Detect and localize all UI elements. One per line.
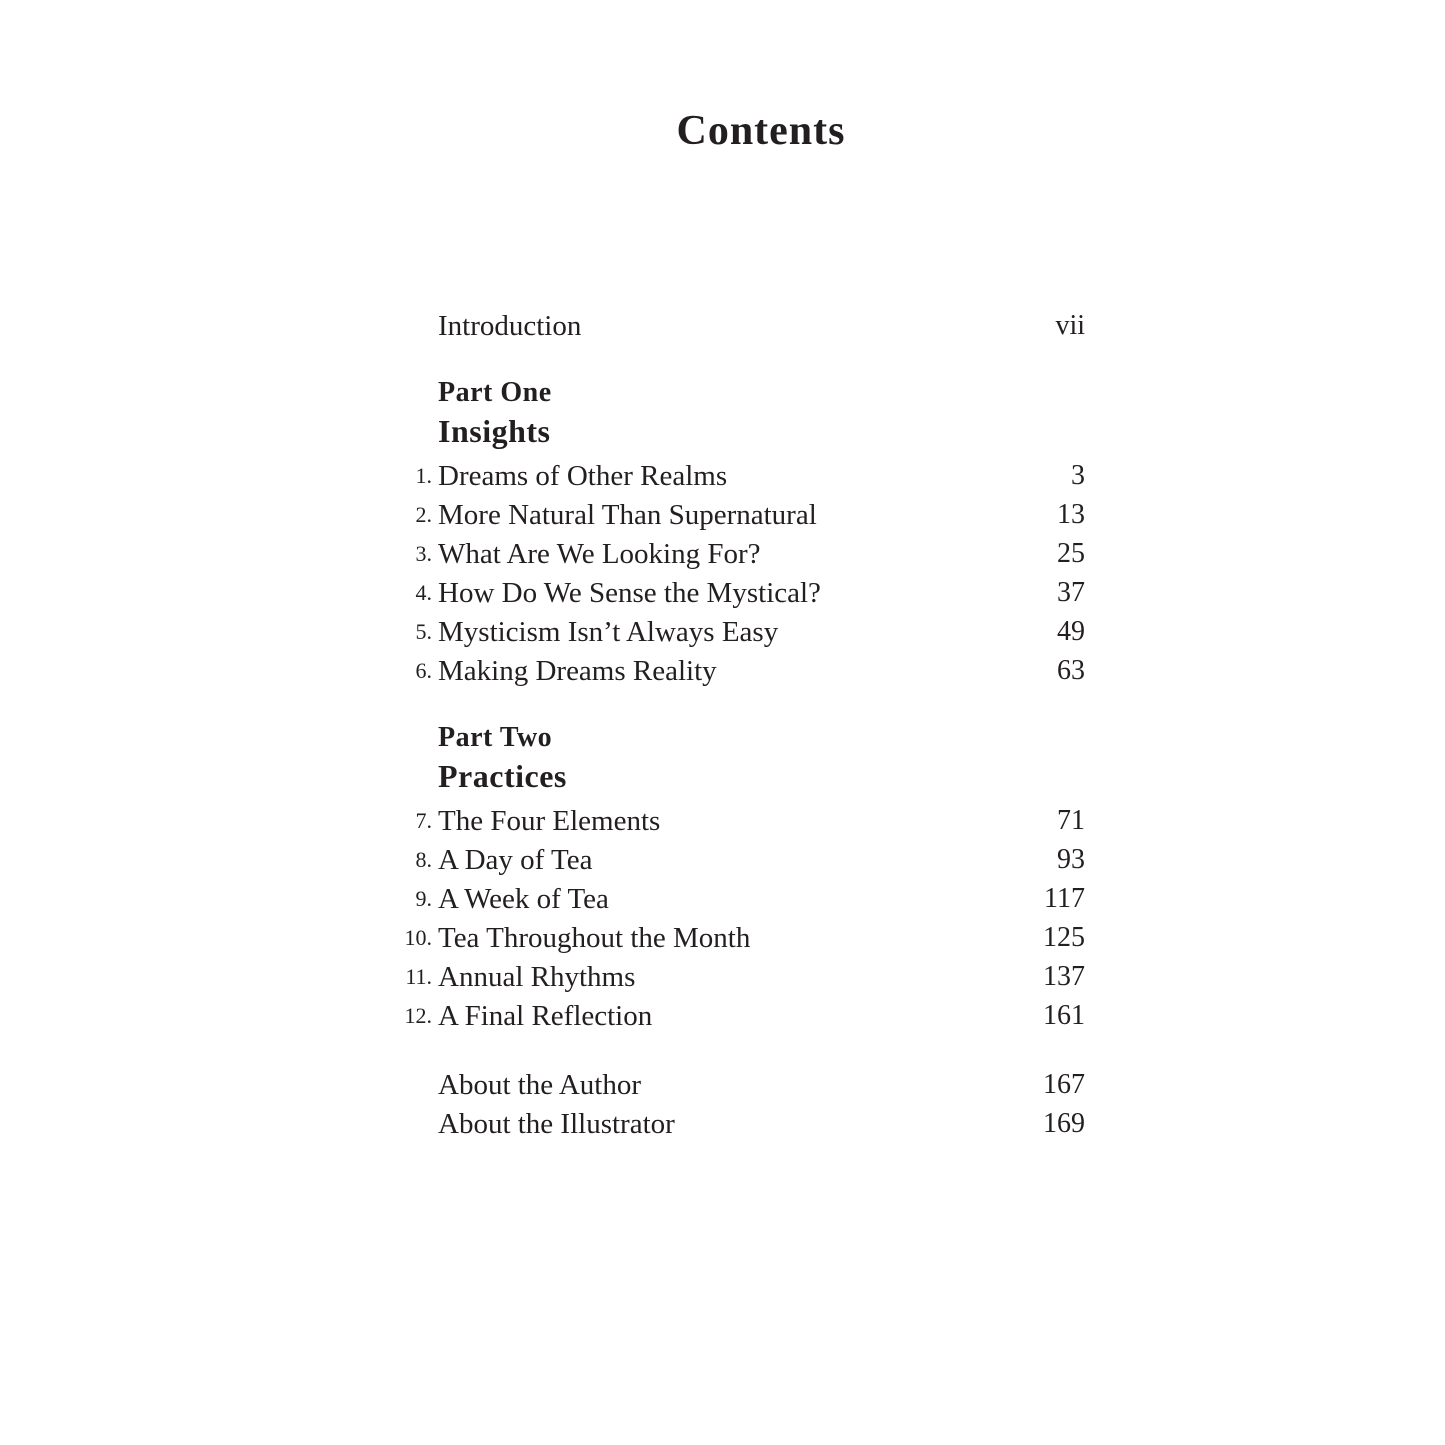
entry-page-number: 169 bbox=[1043, 1108, 1085, 1139]
chapter-title: A Final Reflection bbox=[438, 1000, 653, 1032]
chapter-title: What Are We Looking For? bbox=[438, 538, 761, 570]
entry-page-number: 161 bbox=[1043, 1000, 1085, 1031]
entry-page-number: 137 bbox=[1043, 961, 1085, 992]
chapter-title: More Natural Than Supernatural bbox=[438, 499, 817, 531]
chapter-number: 7. bbox=[415, 808, 432, 833]
chapter-title: Dreams of Other Realms bbox=[438, 460, 728, 492]
entry-page-number: 71 bbox=[1057, 805, 1085, 836]
chapter-title: Annual Rhythms bbox=[438, 961, 636, 993]
part-label: Part One bbox=[438, 377, 552, 408]
part-one-heading bbox=[0, 374, 1445, 412]
entry-title: About the Illustrator bbox=[438, 1108, 675, 1140]
entry-page-number: 25 bbox=[1057, 538, 1085, 569]
part-two-title bbox=[0, 757, 1445, 795]
part-title: Insights bbox=[438, 413, 551, 449]
toc-entry-chapter-9[interactable] bbox=[0, 880, 1445, 918]
toc-entry-chapter-3[interactable] bbox=[0, 535, 1445, 573]
chapter-number: 4. bbox=[415, 580, 432, 605]
chapter-title: How Do We Sense the Mystical? bbox=[438, 577, 821, 609]
entry-page-number: 167 bbox=[1043, 1069, 1085, 1100]
entry-page-number: 13 bbox=[1057, 499, 1085, 530]
part-one-title bbox=[0, 412, 1445, 450]
chapter-number: 5. bbox=[415, 619, 432, 644]
chapter-number: 2. bbox=[415, 502, 432, 527]
entry-page-number: 125 bbox=[1043, 922, 1085, 953]
chapter-title: The Four Elements bbox=[438, 805, 661, 837]
toc-entry-about-author[interactable] bbox=[0, 1066, 1445, 1104]
chapter-number: 8. bbox=[415, 847, 432, 872]
chapter-number: 6. bbox=[415, 658, 432, 683]
entry-title: About the Author bbox=[438, 1069, 641, 1101]
chapter-number: 11. bbox=[405, 964, 432, 989]
toc-entry-chapter-6[interactable] bbox=[0, 652, 1445, 690]
entry-page-number: 37 bbox=[1057, 577, 1085, 608]
entry-title: Introduction bbox=[438, 310, 582, 342]
toc-entry-chapter-1[interactable] bbox=[0, 457, 1445, 495]
toc-entry-chapter-12[interactable] bbox=[0, 997, 1445, 1035]
entry-page-number: vii bbox=[1055, 310, 1085, 341]
toc-entry-chapter-11[interactable] bbox=[0, 958, 1445, 996]
toc-entry-chapter-7[interactable] bbox=[0, 802, 1445, 840]
toc-entry-about-illustrator[interactable] bbox=[0, 1105, 1445, 1143]
chapter-title: Mysticism Isn’t Always Easy bbox=[438, 616, 779, 648]
chapter-title: Tea Throughout the Month bbox=[438, 922, 751, 954]
entry-page-number: 117 bbox=[1044, 883, 1085, 914]
entry-page-number: 49 bbox=[1057, 616, 1085, 647]
chapter-title: A Week of Tea bbox=[438, 883, 609, 915]
entry-page-number: 63 bbox=[1057, 655, 1085, 686]
toc-entry-chapter-2[interactable] bbox=[0, 496, 1445, 534]
chapter-number: 1. bbox=[415, 463, 432, 488]
toc-entry-chapter-8[interactable] bbox=[0, 841, 1445, 879]
chapter-number: 12. bbox=[404, 1003, 432, 1028]
chapter-title: A Day of Tea bbox=[438, 844, 593, 876]
part-two-heading bbox=[0, 719, 1445, 757]
chapter-number: 3. bbox=[415, 541, 432, 566]
toc-entry-introduction[interactable] bbox=[0, 307, 1445, 345]
entry-page-number: 93 bbox=[1057, 844, 1085, 875]
chapter-title: Making Dreams Reality bbox=[438, 655, 717, 687]
entry-page-number: 3 bbox=[1071, 460, 1085, 491]
toc-entry-chapter-5[interactable] bbox=[0, 613, 1445, 651]
part-title: Practices bbox=[438, 758, 567, 794]
toc-entry-chapter-10[interactable] bbox=[0, 919, 1445, 957]
toc-entry-chapter-4[interactable] bbox=[0, 574, 1445, 612]
chapter-number: 9. bbox=[415, 886, 432, 911]
page-title: Contents bbox=[676, 108, 846, 154]
part-label: Part Two bbox=[438, 722, 553, 753]
chapter-number: 10. bbox=[404, 925, 432, 950]
